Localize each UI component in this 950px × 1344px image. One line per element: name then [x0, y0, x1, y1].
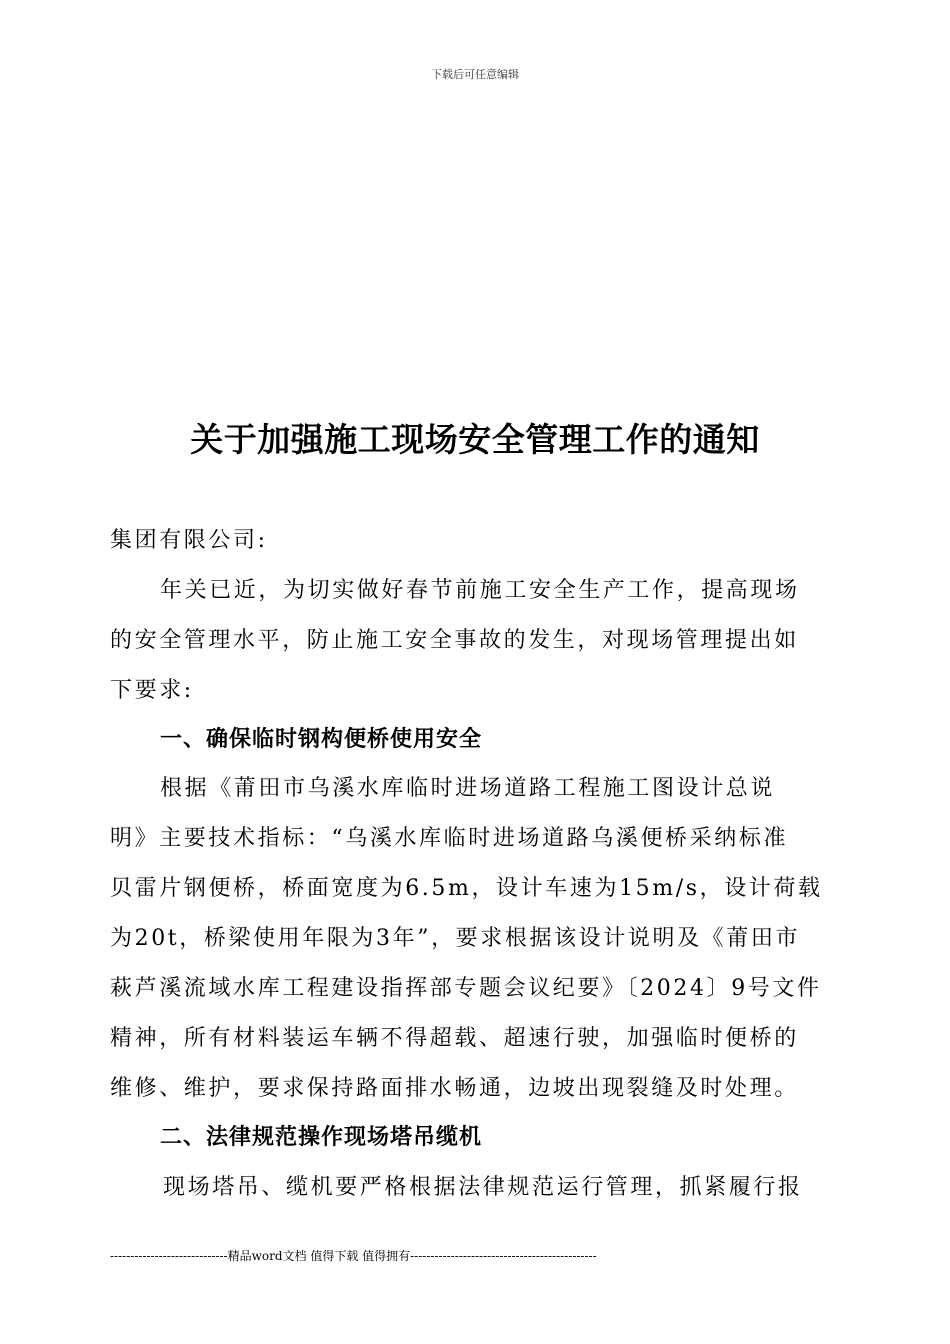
- paragraph-line: 的安全管理水平，防止施工安全事故的发生，对现场管理提出如: [110, 628, 799, 653]
- paragraph-line: 现场塔吊、缆机要严格根据法律规范运行管理，抓紧履行报: [163, 1175, 803, 1200]
- paragraph-line: 根据《莆田市乌溪水库临时进场道路工程施工图设计总说: [160, 776, 776, 801]
- document-title: 关于加强施工现场安全管理工作的通知: [190, 420, 760, 459]
- paragraph-line: 贝雷片钢便桥，桥面宽度为6.5m，设计车速为15m/s，设计荷载: [110, 876, 823, 901]
- paragraph-line: 精神，所有材料装运车辆不得超载、超速行驶，加强临时便桥的: [110, 1026, 799, 1051]
- paragraph-line: 明》主要技术指标：“乌溪水库临时进场道路乌溪便桥采纳标准: [110, 826, 789, 851]
- paragraph-line: 萩芦溪流域水库工程建设指挥部专题会议纪要》〔2024〕9号文件: [110, 976, 822, 1001]
- paragraph-line: 下要求:: [110, 678, 194, 703]
- section-heading-1: 一、确保临时钢构便桥使用安全: [160, 727, 483, 752]
- paragraph-line: 年关已近，为切实做好春节前施工安全生产工作，提高现场: [160, 578, 800, 603]
- footer-note: -----------------------------精品word文档 值得下载 值得拥有----------------------------------------------: [110, 1249, 597, 1263]
- header-note: 下载后可任意编辑: [431, 68, 519, 81]
- paragraph-line: 维修、维护，要求保持路面排水畅通，边坡出现裂缝及时处理。: [110, 1076, 799, 1101]
- salutation: 集团有限公司:: [110, 528, 268, 553]
- section-heading-2: 二、法律规范操作现场塔吊缆机: [160, 1125, 483, 1150]
- paragraph-line: 为20t，桥梁使用年限为3年”，要求根据该设计说明及《莆田市: [110, 926, 801, 951]
